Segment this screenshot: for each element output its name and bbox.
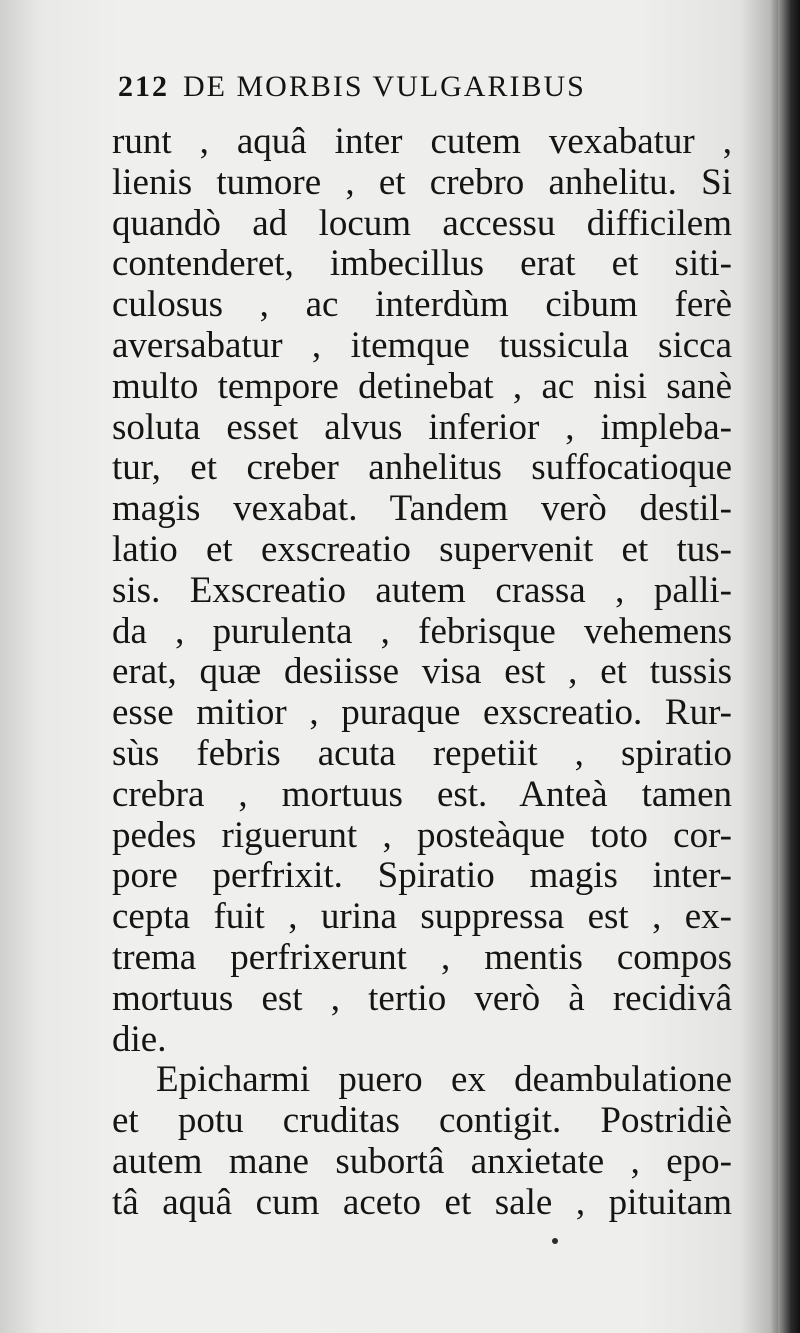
text-line: erat, quæ desiisse visa est , et tussis [112,651,732,693]
text-line: tur, et creber anhelitus suffocatioque [112,447,732,489]
text-line: multo tempore detinebat , ac nisi sanè [112,365,732,407]
text-line: contenderet, imbecillus erat et siti- [112,243,732,285]
text-line: die. [112,1018,167,1060]
text-line: magis vexabat. Tandem verò destil- [112,488,732,530]
text-line: sùs febris acuta repetiit , spiratio [112,732,732,774]
running-title: DE MORBIS VULGARIBUS [183,70,586,103]
text-line: sis. Exscreatio autem crassa , palli- [112,569,732,611]
running-header [118,70,688,104]
book-spine-shadow [778,0,800,1333]
text-line: latio et exscreatio supervenit et tus- [112,528,732,570]
text-line: autem mane subortâ anxietate , epo- [112,1140,732,1182]
text-line: culosus , ac interdùm cibum ferè [112,284,732,326]
text-line: pore perfrixit. Spiratio magis inter- [112,855,732,897]
text-line: tâ aquâ cum aceto et sale , pituitam [112,1181,732,1223]
text-line: et potu cruditas contigit. Postridiè [112,1100,732,1142]
ink-speck [552,1238,558,1244]
page-number: 212 [118,70,169,103]
text-line: lienis tumore , et crebro anhelitu. Si [112,161,732,203]
text-line: Epicharmi puero ex deambulatione [156,1059,732,1101]
text-line: mortuus est , tertio verò à recidivâ [112,977,732,1019]
text-line: cepta fuit , urina suppressa est , ex- [112,896,732,938]
text-line: pedes riguerunt , posteàque toto cor- [112,814,732,856]
text-line: soluta esset alvus inferior , impleba- [112,406,732,448]
text-line: runt , aquâ inter cutem vexabatur , [112,121,732,162]
text-line: da , purulenta , febrisque vehemens [112,610,732,652]
text-line: crebra , mortuus est. Anteà tamen [112,773,732,815]
text-line: trema perfrixerunt , mentis compos [112,936,732,978]
body-text [112,122,732,1224]
text-line: quandò ad locum accessu difficilem [112,202,732,244]
text-line: aversabatur , itemque tussicula sicca [112,324,732,366]
text-line: esse mitior , puraque exscreatio. Rur- [112,692,732,734]
